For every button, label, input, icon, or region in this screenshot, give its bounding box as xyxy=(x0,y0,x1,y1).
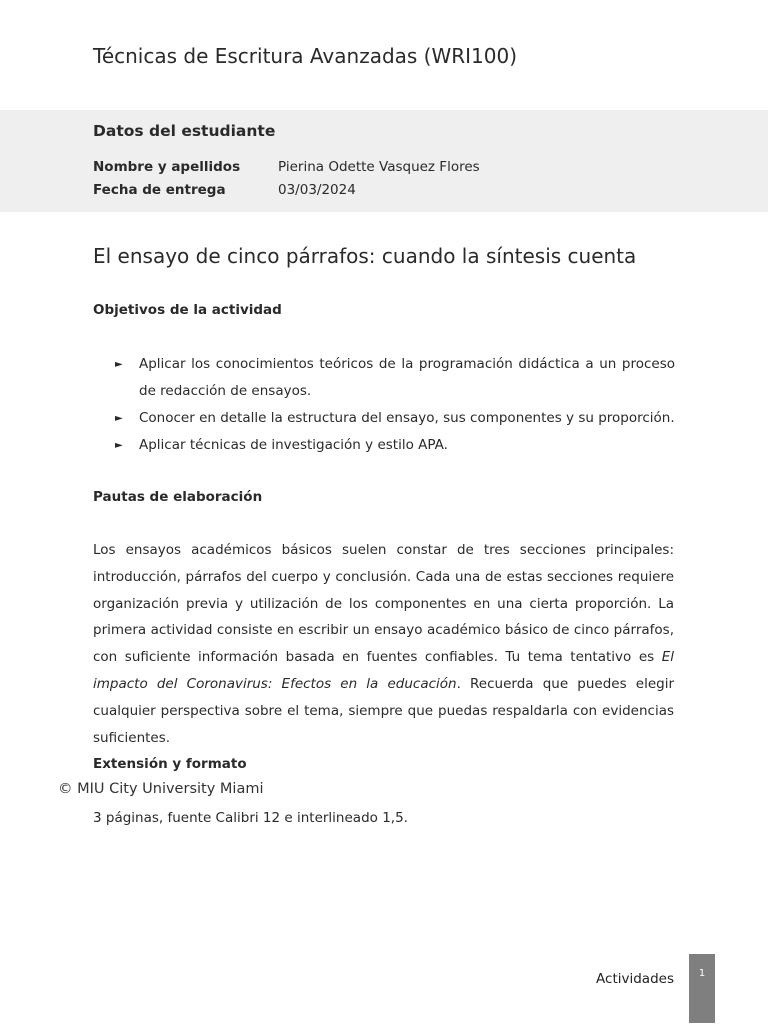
course-title: Técnicas de Escritura Avanzadas (WRI100) xyxy=(93,44,518,68)
bullet-arrow-icon: ► xyxy=(115,413,123,424)
copyright-notice: © MIU City University Miami xyxy=(58,781,264,797)
footer-label: Actividades xyxy=(596,971,674,987)
name-label: Nombre y apellidos xyxy=(93,159,241,175)
objective-text: Aplicar técnicas de investigación y estilo APA. xyxy=(139,437,448,453)
page-number: 1 xyxy=(698,968,706,979)
objective-item xyxy=(115,432,675,459)
objective-item xyxy=(115,351,675,405)
page-number-tab xyxy=(689,954,715,1023)
guidelines-paragraph-start: Los ensayos académicos básicos suelen constar de tres secciones principales: introducción, párrafos del cuerpo y conclusión. Cada una de estas secciones requiere organización previa y utilización de los componentes en una cierta proporción. La primera actividad consiste en escribir un ensayo académico básico de cinco párrafos, con suficiente información basada en fuentes confiables. Tu tema tentativo es xyxy=(93,542,674,666)
due-date-value: 03/03/2024 xyxy=(278,182,356,198)
essay-topic: El impacto del Coronavirus: Efectos en la educación xyxy=(93,649,674,692)
objective-text: Aplicar los conocimientos teóricos de la programación didáctica a un proceso de redacción de ensayos. xyxy=(139,356,675,399)
objectives-list xyxy=(115,351,675,459)
format-text: 3 páginas, fuente Calibri 12 e interlineado 1,5. xyxy=(93,810,408,826)
bullet-arrow-icon: ► xyxy=(115,440,123,451)
student-data-panel xyxy=(0,110,768,212)
name-value: Pierina Odette Vasquez Flores xyxy=(278,159,480,175)
due-date-label: Fecha de entrega xyxy=(93,182,226,198)
guidelines-heading: Pautas de elaboración xyxy=(93,489,263,505)
student-data-heading: Datos del estudiante xyxy=(93,122,276,140)
objective-text: Conocer en detalle la estructura del ensayo, sus componentes y su proporción. xyxy=(139,410,675,426)
format-heading: Extensión y formato xyxy=(93,756,247,772)
guidelines-paragraph-end: . Recuerda que puedes elegir cualquier perspectiva sobre el tema, siempre que puedas respaldarla con evidencias suficientes. xyxy=(93,675,674,746)
objective-item xyxy=(115,405,675,432)
bullet-arrow-icon: ► xyxy=(115,359,123,370)
objectives-heading: Objetivos de la actividad xyxy=(93,302,282,318)
guidelines-paragraph xyxy=(93,537,674,751)
essay-title: El ensayo de cinco párrafos: cuando la síntesis cuenta xyxy=(93,244,637,268)
